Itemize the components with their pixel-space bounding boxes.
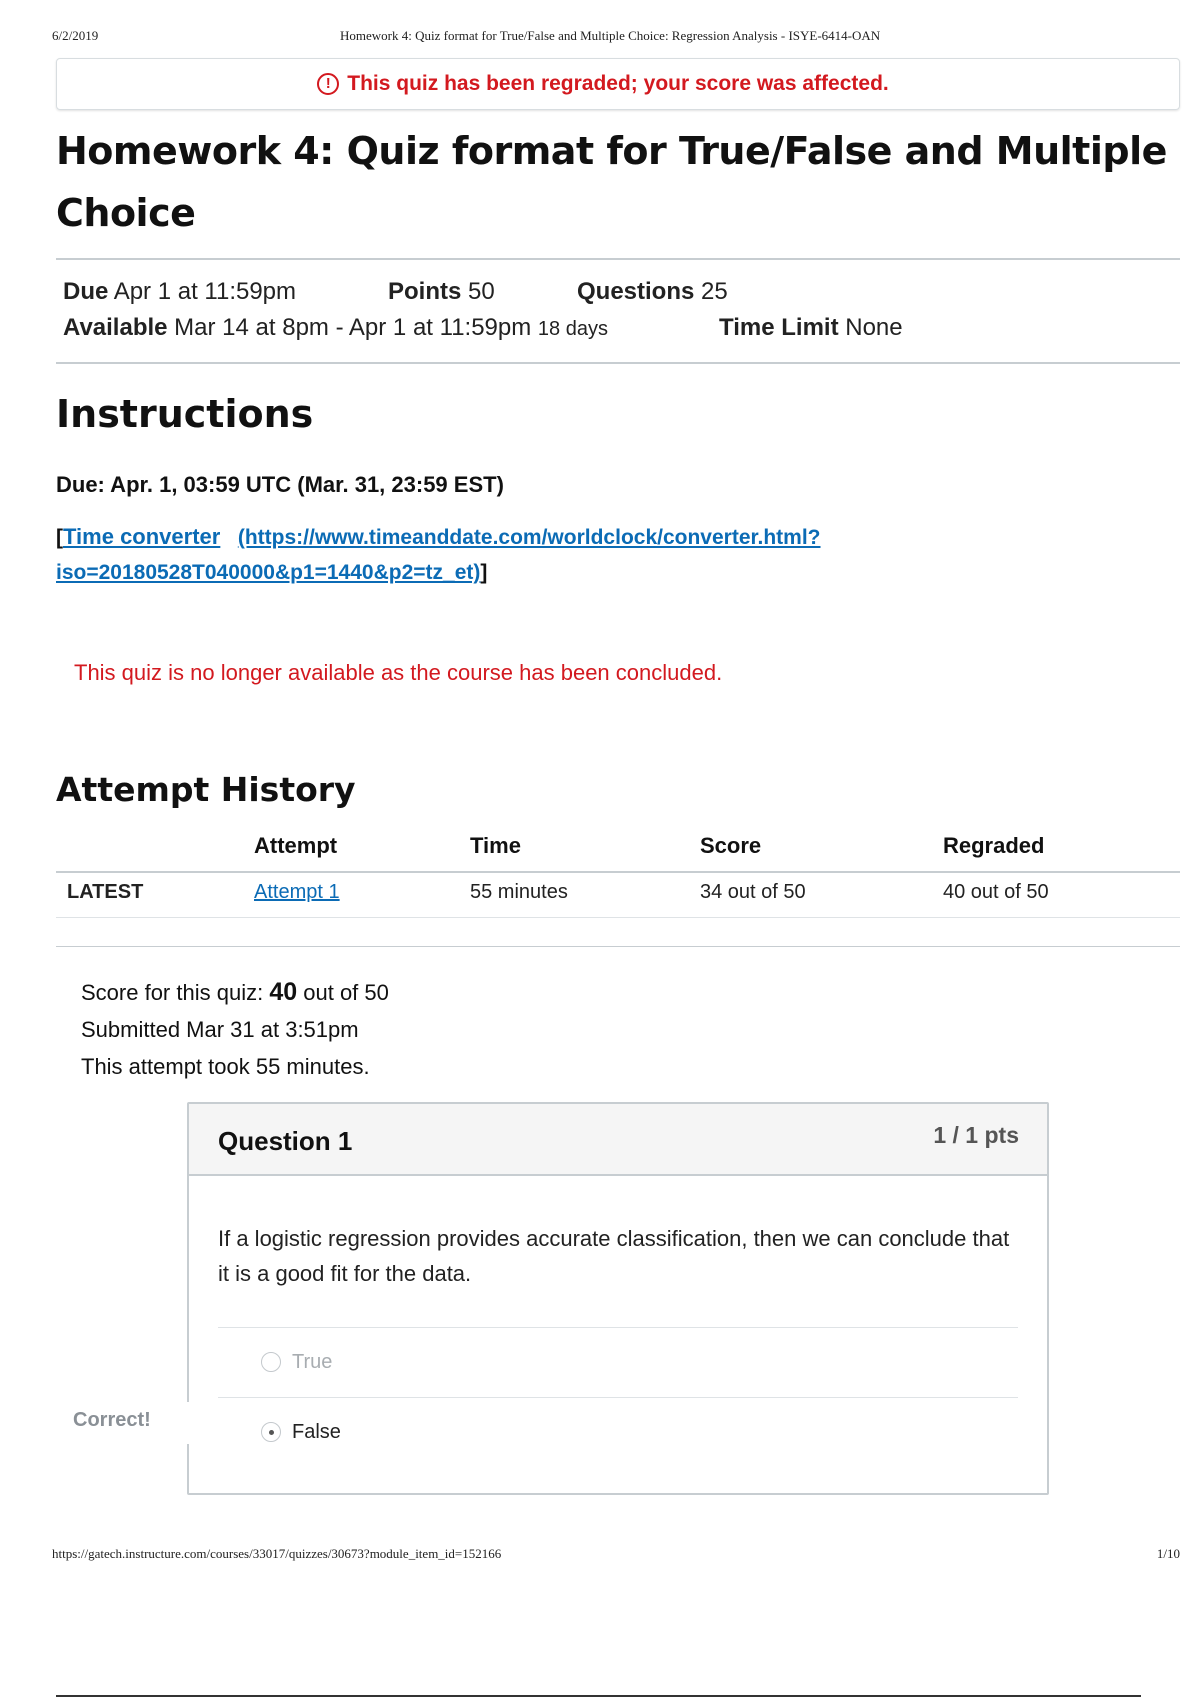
regrade-message: This quiz has been regraded; your score was affected. [347, 72, 889, 95]
divider [56, 917, 1180, 918]
print-date: 6/2/2019 [52, 28, 99, 43]
score-prefix: Score for this quiz: [81, 980, 264, 1005]
due-label: Due [63, 278, 109, 305]
questions-value: 25 [701, 278, 728, 305]
attempt-time: 55 minutes [470, 881, 568, 903]
time-converter-link[interactable]: Time converter [63, 524, 221, 549]
duration-line: This attempt took 55 minutes. [81, 1054, 370, 1079]
exclamation-circle-icon: ! [317, 73, 339, 95]
question-header [189, 1104, 1047, 1176]
feedback-marker-gap [186, 1402, 190, 1444]
time-limit-value: None [845, 314, 903, 341]
print-document-title: Homework 4: Quiz format for True/False and Multiple Choice: Regression Analysis - ISYE-6414-OAN [340, 28, 881, 43]
column-header-attempt: Attempt [254, 833, 338, 858]
attempt-1-link[interactable]: Attempt 1 [254, 881, 340, 903]
attempt-history-heading: Attempt History [56, 770, 356, 809]
question-points: 1 / 1 pts [933, 1122, 1019, 1148]
regrade-banner [56, 58, 1180, 110]
questions-label: Questions [577, 278, 695, 305]
answer-option-true [261, 1347, 332, 1377]
quiz-details-row1 [63, 278, 296, 306]
radio-unselected-icon [261, 1352, 281, 1372]
points-label: Points [388, 278, 462, 305]
column-header-score: Score [700, 833, 762, 858]
divider [56, 362, 1180, 364]
print-page-number: 1/10 [1156, 1546, 1180, 1561]
column-header-regraded: Regraded [943, 833, 1045, 858]
score-suffix: out of 50 [303, 980, 389, 1005]
divider [56, 258, 1180, 260]
quiz-title-line2: Choice [56, 191, 196, 235]
table-header [56, 827, 1180, 871]
quiz-score-line [81, 974, 389, 1011]
latest-label: LATEST [67, 881, 144, 903]
question-text: If a logistic regression provides accurate classification, then we can conclude that it is a good fit for the data. [218, 1226, 1010, 1286]
answer-label: True [292, 1350, 333, 1373]
time-converter-line1 [56, 524, 821, 550]
time-converter-url-link[interactable]: (https://www.timeanddate.com/worldclock/converter.html? [237, 526, 821, 549]
time-limit-label: Time Limit [719, 314, 839, 341]
quiz-title [56, 120, 1176, 244]
correct-feedback-label: Correct! [73, 1409, 151, 1431]
print-header [52, 28, 1180, 48]
submitted-line: Submitted Mar 31 at 3:51pm [81, 1017, 359, 1042]
page-bottom-rule [56, 1695, 1141, 1697]
points-value: 50 [468, 278, 495, 305]
course-concluded-message: This quiz is no longer available as the course has been concluded. [74, 660, 723, 685]
due-value: Apr 1 at 11:59pm [113, 278, 297, 305]
instructions-heading: Instructions [56, 392, 314, 436]
available-value: Mar 14 at 8pm - Apr 1 at 11:59pm [174, 314, 532, 341]
score-summary [81, 974, 389, 1085]
available-label: Available [63, 314, 168, 341]
column-header-time: Time [470, 833, 521, 858]
radio-selected-icon [261, 1422, 281, 1442]
divider [56, 946, 1180, 947]
table-row [56, 873, 1180, 917]
print-footer [52, 1546, 1180, 1566]
bracket-close: ] [480, 561, 488, 584]
question-card [187, 1102, 1049, 1495]
time-limit-detail [719, 314, 903, 342]
attempt-history-table [56, 827, 1180, 918]
quiz-title-line1: Homework 4: Quiz format for True/False and Multiple [56, 129, 1167, 173]
points-detail [388, 278, 495, 306]
divider [218, 1327, 1018, 1328]
bracket-open: [ [56, 526, 63, 549]
attempt-regraded-score: 40 out of 50 [943, 881, 1049, 903]
attempt-score: 34 out of 50 [700, 881, 806, 903]
time-converter-url-link-cont[interactable]: iso=20180528T040000&p1=1440&p2=tz_et) [56, 561, 481, 584]
available-days: 18 days [537, 318, 608, 340]
instructions-due-text: Due: Apr. 1, 03:59 UTC (Mar. 31, 23:59 EST) [56, 472, 504, 497]
question-title: Question 1 [218, 1126, 353, 1156]
answer-option-false [261, 1417, 341, 1447]
answer-label: False [292, 1420, 341, 1443]
score-value: 40 [269, 978, 298, 1006]
divider [218, 1397, 1018, 1398]
available-detail [63, 314, 608, 342]
time-converter-line2 [56, 561, 487, 585]
questions-detail [577, 278, 728, 306]
print-url: https://gatech.instructure.com/courses/33017/quizzes/30673?module_item_id=152166 [52, 1546, 502, 1561]
